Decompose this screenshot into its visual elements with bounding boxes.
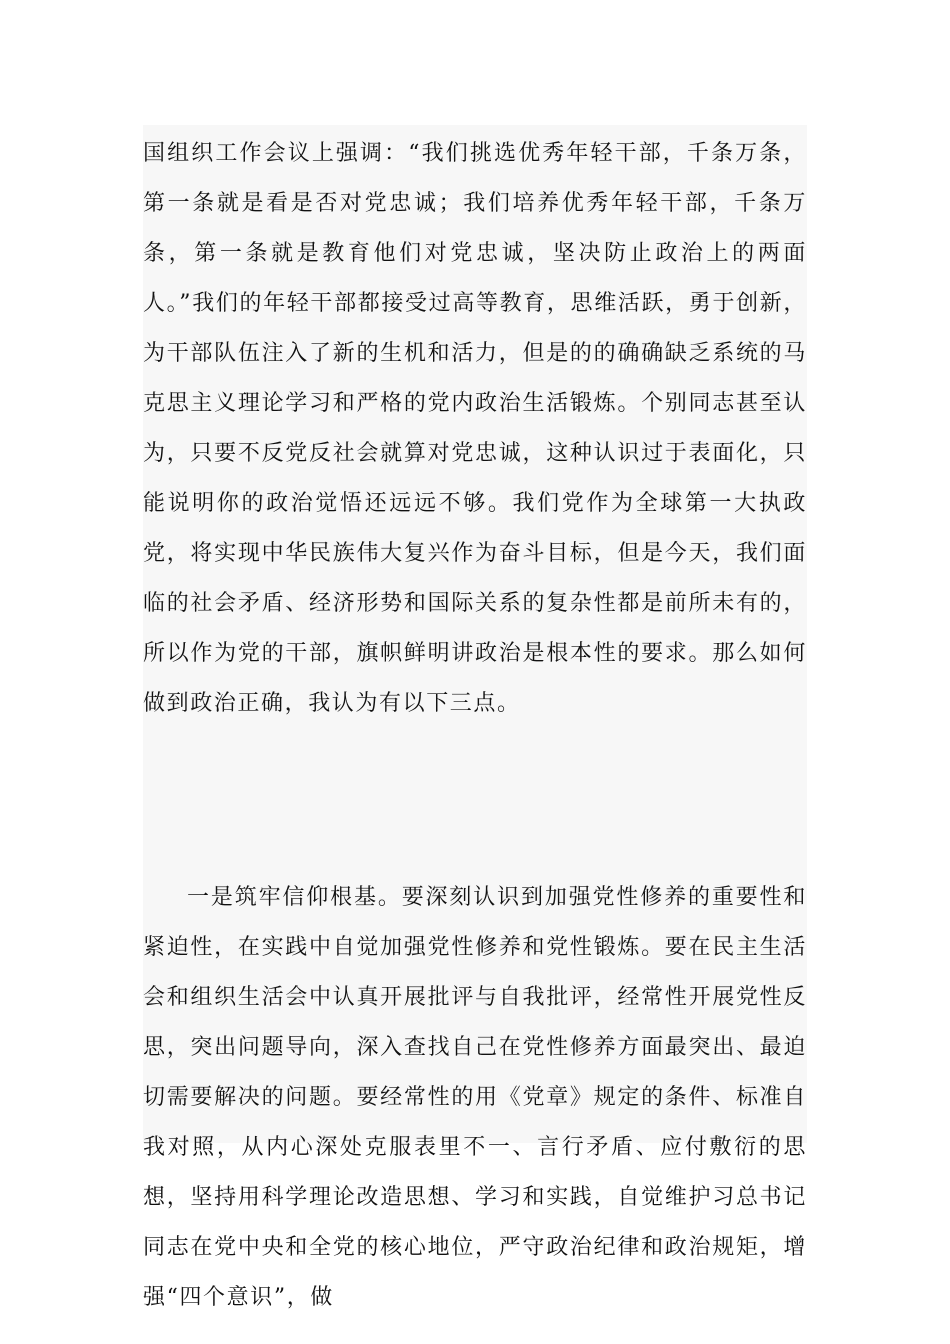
paragraph-2: 一是筑牢信仰根基。要深刻认识到加强党性修养的重要性和紧迫性，在实践中自觉加强党性修养和党性锻炼。要在民主生活会和组织生活会中认真开展批评与自我批评，经常性开展党性反思，突出问题导向，深入查找自己在党性修养方面最突出、最迫切需要解决的问题。要经常性的用《党章》规定的条件、标准自我对照，从内心深处克服表里不一、言行矛盾、应付敷衍的思想，坚持用科学理论改造思想、学习和实践，自觉维护习总书记同志在党中央和全党的核心地位，严守政治纪律和政治规矩，增强“四个意识”，做: [143, 885, 807, 1310]
paragraph-1: 国组织工作会议上强调：“我们挑选优秀年轻干部，千条万条，第一条就是看是否对党忠诚；我们培养优秀年轻干部，千条万条，第一条就是教育他们对党忠诚，坚决防止政治上的两面人。”我们的年轻干部都接受过高等教育，思维活跃，勇于创新，为干部队伍注入了新的生机和活力，但是的的确确缺乏系统的马克思主义理论学习和严格的党内政治生活锻炼。个别同志甚至认为，只要不反党反社会就算对党忠诚，这种认识过于表面化，只能说明你的政治觉悟还远远不够。我们党作为全球第一大执政党，将实现中华民族伟大复兴作为奋斗目标，但是今天，我们面临的社会矛盾、经济形势和国际关系的复杂性都是前所未有的，所以作为党的干部，旗帜鲜明讲政治是根本性的要求。那么如何做到政治正确，我认为有以下三点。: [143, 141, 807, 716]
text-block: [143, 125, 807, 1310]
